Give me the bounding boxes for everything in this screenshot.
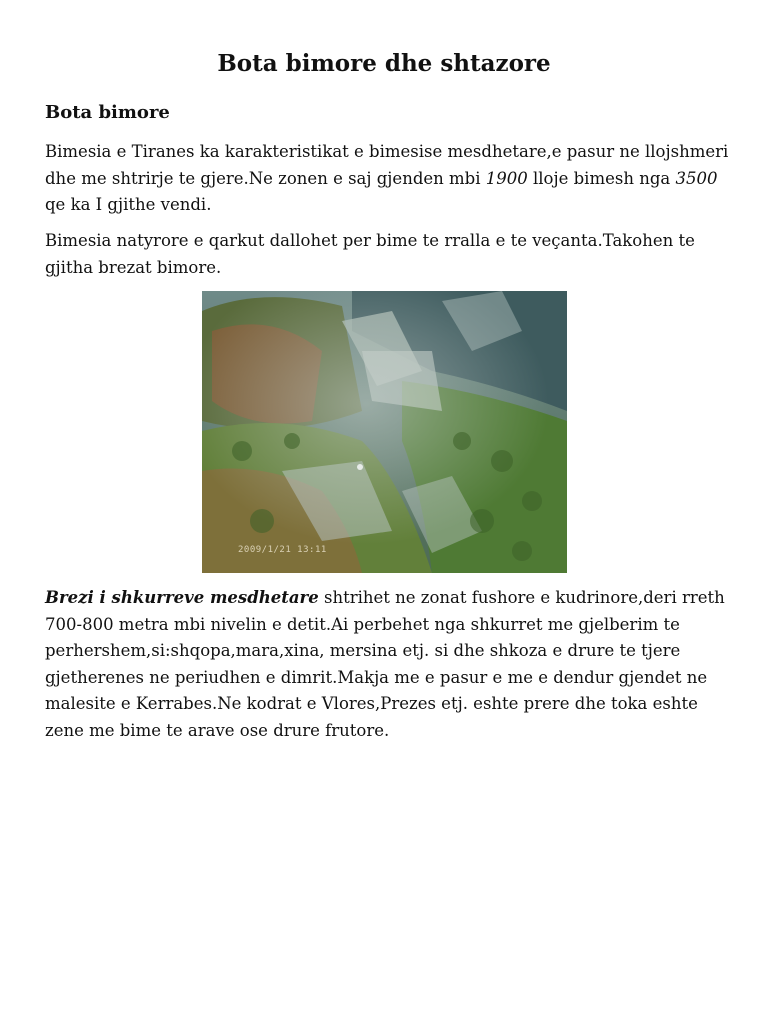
- shrub-zone-paragraph: [45, 585, 735, 744]
- vegetation-paragraph: Bimesia natyrore e qarkut dallohet per bime te rralla e te veçanta.Takohen te gjitha brezat bimore.: [45, 231, 695, 277]
- intro-text-part3: qe ka I gjithe vendi.: [45, 195, 212, 214]
- total-species-count: 3500: [675, 168, 718, 188]
- intro-paragraph: [45, 139, 735, 219]
- photo-timestamp: 2009/1/21 13:11: [238, 545, 327, 555]
- intro-text-part1: Bimesia e Tiranes ka karakteristikat e bimesise mesdhetare,e pasur ne llojshmeri dhe me shtrirje te gjere.Ne zonen e saj gjenden mbi: [45, 142, 729, 188]
- shrub-zone-lead: Brezi i shkurreve mesdhetare: [45, 588, 319, 607]
- intro-text-part2: lloje bimesh nga: [527, 168, 676, 188]
- landscape-photo: [202, 291, 567, 573]
- page-title: Bota bimore dhe shtazore: [217, 50, 551, 77]
- landscape-photo-art: [202, 291, 567, 573]
- species-count: 1900: [485, 168, 528, 188]
- section-heading: Bota bimore: [45, 102, 170, 123]
- shrub-zone-text: shtrihet ne zonat fushore e kudrinore,deri rreth 700-800 metra mbi nivelin e detit.Ai perbehet nga shkurret me gjelberim te perhershem,si:shqopa,mara,xina, mersina etj. si dhe shkoza e drure te tjere gjetherenes ne periudhen e dimrit.Makja me e pasur e me e dendur gjendet ne malesite e Kerrabes.Ne kodrat e Vlores,Prezes etj. eshte prere dhe toka eshte zene me bime te arave ose drure frutore.: [45, 588, 725, 740]
